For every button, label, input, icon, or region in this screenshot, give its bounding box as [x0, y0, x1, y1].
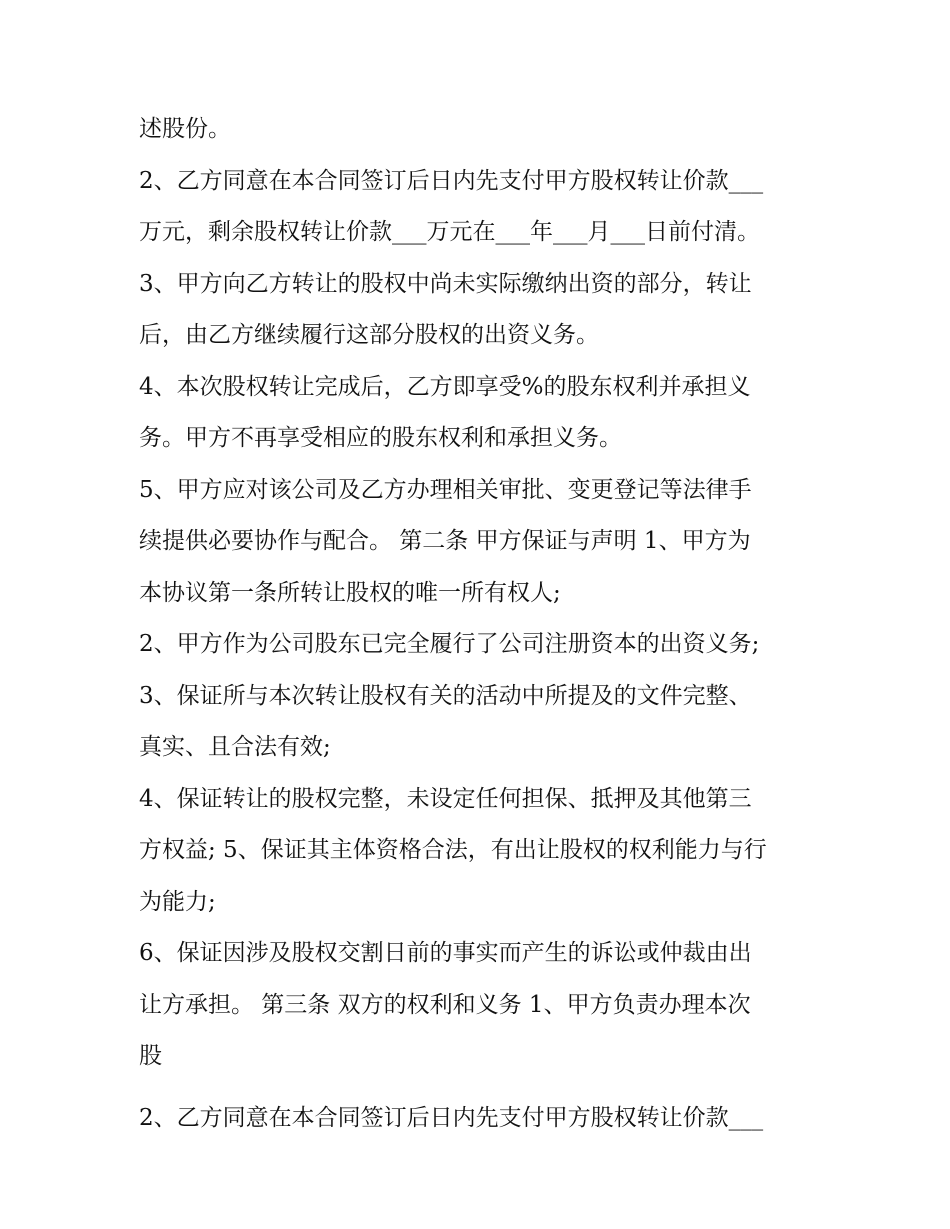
text-line: 万元，剩余股权转让价款___万元在___年___月___日前付清。: [139, 219, 760, 245]
text-line: 本协议第一条所转让股权的唯一所有权人;: [139, 579, 561, 606]
text-line: 5、甲方应对该公司及乙方办理相关审批、变更登记等法律手: [139, 476, 752, 503]
text-line: 为能力;: [139, 888, 216, 915]
text-line: 2、乙方同意在本合同签订后日内先支付甲方股权转让价款___: [139, 1104, 764, 1131]
text-line: 后，由乙方继续履行这部分股权的出资义务。: [139, 322, 599, 348]
text-line: 3、保证所与本次转让股权有关的活动中所提及的文件完整、: [139, 682, 752, 709]
text-line: 3、甲方向乙方转让的股权中尚未实际缴纳出资的部分，转让: [139, 270, 752, 297]
text-line: 务。甲方不再享受相应的股东权利和承担义务。: [139, 425, 622, 451]
text-line: 续提供必要协作与配合。 第二条 甲方保证与声明 1、甲方为: [139, 528, 751, 554]
text-line: 让方承担。 第三条 双方的权利和义务 1、甲方负责办理本次: [139, 991, 751, 1018]
text-line: 4、保证转让的股权完整，未设定任何担保、抵押及其他第三: [139, 785, 752, 812]
text-line: 2、甲方作为公司股东已完全履行了公司注册资本的出资义务;: [139, 631, 760, 657]
text-line: 2、乙方同意在本合同签订后日内先支付甲方股权转让价款___: [139, 167, 764, 194]
text-line: 真实、且合法有效;: [139, 734, 331, 760]
text-line: 4、本次股权转让完成后，乙方即享受%的股东权利并承担义: [139, 373, 751, 400]
text-line: 方权益; 5、保证其主体资格合法，有出让股权的权利能力与行: [139, 837, 767, 863]
text-line: 股: [139, 1043, 162, 1069]
document-body: [139, 104, 819, 1144]
text-line: 6、保证因涉及股权交割日前的事实而产生的诉讼或仲裁由出: [139, 940, 752, 966]
paragraph-gap: [139, 1083, 819, 1093]
text-line: 述股份。: [139, 116, 231, 142]
